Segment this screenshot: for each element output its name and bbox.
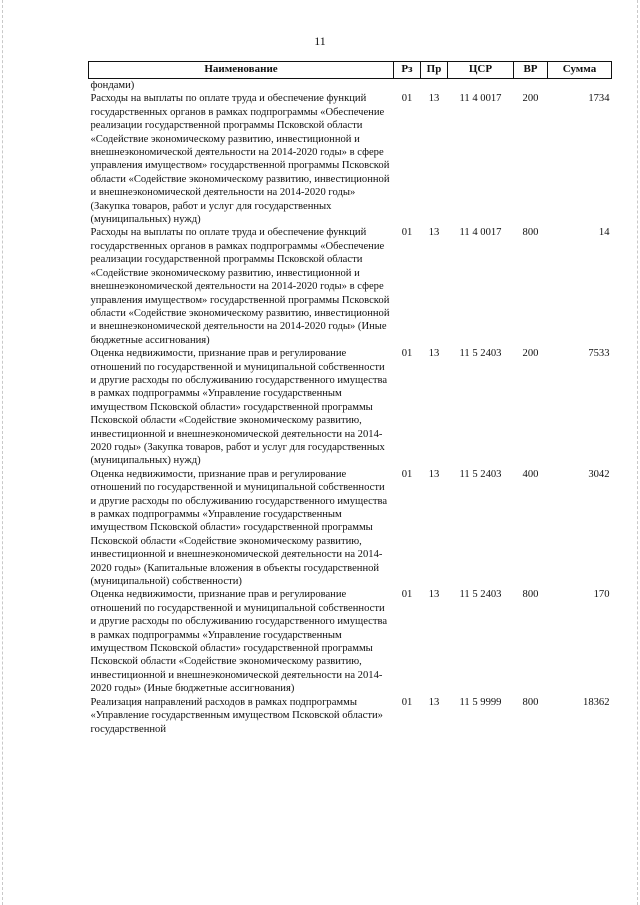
row-csr: 11 5 2403 <box>459 589 502 601</box>
header-sum: Сумма <box>548 62 612 79</box>
table-row <box>89 588 612 695</box>
row-vr: 200 <box>522 348 539 360</box>
row-sum: 14 <box>598 227 610 239</box>
row-vr: 800 <box>522 227 539 239</box>
header-rz: Рз <box>394 62 421 79</box>
row-csr: 11 5 2403 <box>459 348 502 360</box>
row-sum: 7533 <box>588 348 610 360</box>
row-sum: 170 <box>593 589 610 601</box>
budget-table <box>88 61 612 736</box>
table-row <box>89 468 612 589</box>
table-row <box>89 696 612 736</box>
row-pr: 13 <box>428 348 440 360</box>
row-rz: 01 <box>401 348 413 360</box>
row-pr: 13 <box>428 589 440 601</box>
continuation-text: фондами) <box>90 80 135 91</box>
table-row <box>89 92 612 226</box>
row-sum: 18362 <box>583 696 610 708</box>
row-pr: 13 <box>428 696 440 708</box>
row-vr: 800 <box>522 589 539 601</box>
row-rz: 01 <box>401 696 413 708</box>
row-pr: 13 <box>428 227 440 239</box>
table-header-row <box>89 62 612 79</box>
continuation-row <box>89 79 612 93</box>
row-name: Оценка недвижимости, признание прав и регулирование отношений по государственной и муниципальной собственности и другие расходы по обслуживанию государственного имущества в рамках подпрограммы «Управление государственным имуществом Псковской области» государственной программы Псковской области «Содействие экономическому развитию, инвестиционной и внешнеэкономической деятельности на 2014-2020 годы» (Иные бюджетные ассигнования) <box>90 589 388 695</box>
scan-edge-right <box>637 0 638 905</box>
row-name: Расходы на выплаты по оплате труда и обеспечение функций государственных органов в рамках подпрограммы «Обеспечение реализации государственной программы Псковской области «Содействие экономическому развитию, инвестиционной и внешнеэкономической деятельности на 2014-2020 годы» в сфере управления имуществом» государственной программы Псковской области «Содействие экономическому развитию, инвестиционной и внешнеэкономической деятельности на 2014-2020 годы» (Закупка товаров, работ и услуг для государственных (муниципальных) нужд) <box>90 93 390 226</box>
row-csr: 11 5 2403 <box>459 468 502 480</box>
row-name: Оценка недвижимости, признание прав и регулирование отношений по государственной и муниципальной собственности и другие расходы по обслуживанию государственного имущества в рамках подпрограммы «Управление государственным имуществом Псковской области» государственной программы Псковской области «Содействие экономическому развитию, инвестиционной и внешнеэкономической деятельности на 2014-2020 годы» (Закупка товаров, работ и услуг для государственных (муниципальных) нужд) <box>90 348 388 467</box>
row-pr: 13 <box>428 468 440 480</box>
header-name: Наименование <box>89 62 394 79</box>
table-row <box>89 347 612 468</box>
row-rz: 01 <box>401 468 413 480</box>
row-rz: 01 <box>401 93 413 105</box>
row-sum: 3042 <box>588 468 610 480</box>
row-sum: 1734 <box>588 93 610 105</box>
row-csr: 11 5 9999 <box>459 696 502 708</box>
row-pr: 13 <box>428 93 440 105</box>
row-vr: 400 <box>522 468 539 480</box>
header-csr: ЦСР <box>448 62 514 79</box>
row-csr: 11 4 0017 <box>459 227 502 239</box>
table-row <box>89 226 612 347</box>
row-rz: 01 <box>401 589 413 601</box>
row-name: Оценка недвижимости, признание прав и регулирование отношений по государственной и муниципальной собственности и другие расходы по обслуживанию государственного имущества в рамках подпрограммы «Управление государственным имуществом Псковской области» государственной программы Псковской области «Содействие экономическому развитию, инвестиционной и внешнеэкономической деятельности на 2014-2020 годы» (Капитальные вложения в объекты государственной (муниципальной) собственности) <box>90 468 388 588</box>
row-vr: 200 <box>522 93 539 105</box>
scan-edge-left <box>2 0 3 905</box>
row-name: Реализация направлений расходов в рамках подпрограммы «Управление государственным имуществом Псковской области» государственной <box>90 696 383 735</box>
row-csr: 11 4 0017 <box>459 93 502 105</box>
header-vr: ВР <box>514 62 548 79</box>
page-number: 11 <box>314 34 326 48</box>
row-rz: 01 <box>401 227 413 239</box>
header-pr: Пр <box>421 62 448 79</box>
row-name: Расходы на выплаты по оплате труда и обеспечение функций государственных органов в рамках подпрограммы «Обеспечение реализации государственной программы Псковской области «Содействие экономическому развитию, инвестиционной и внешнеэкономической деятельности на 2014-2020 годы» в сфере управления имуществом» государственной программы Псковской области «Содействие экономическому развитию, инвестиционной и внешнеэкономической деятельности на 2014-2020 годы» (Иные бюджетные ассигнования) <box>90 227 390 346</box>
row-vr: 800 <box>522 696 539 708</box>
